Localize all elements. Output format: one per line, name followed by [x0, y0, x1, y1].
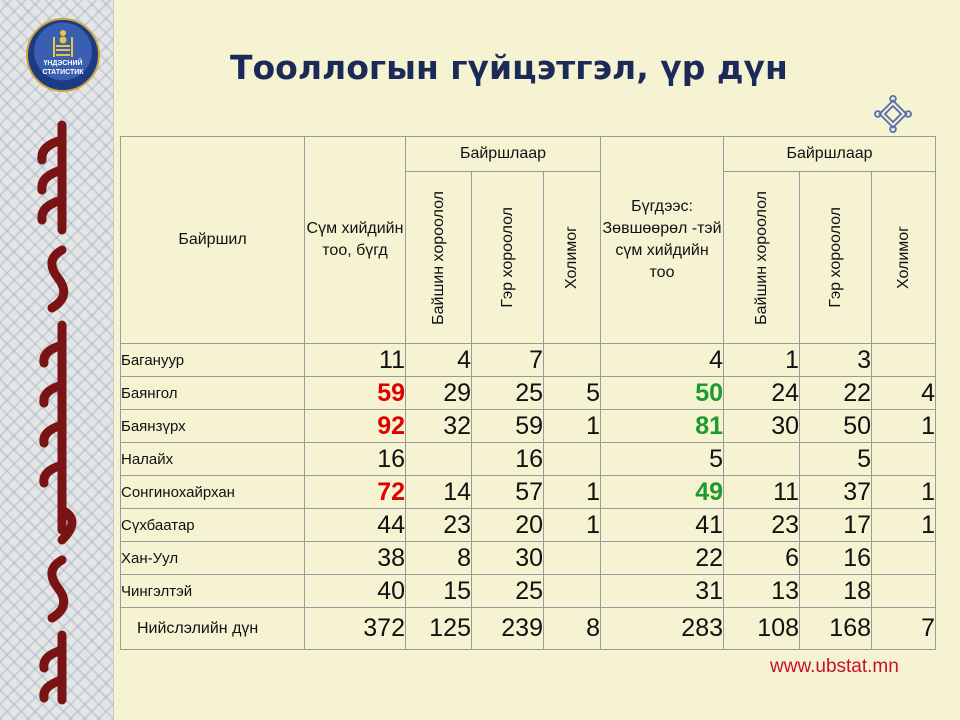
total-cell: 40 [305, 575, 406, 608]
ger-cell: 20 [472, 509, 544, 542]
licensed-ger-cell: 17 [800, 509, 872, 542]
table-row [121, 410, 936, 443]
total-cell: 59 [305, 377, 406, 410]
licensed-mixed-cell: 1 [872, 410, 936, 443]
soyombo-emblem-icon [50, 29, 76, 59]
capital-total-row [121, 608, 936, 650]
mixed-cell [544, 443, 601, 476]
licensed-ger-cell: 22 [800, 377, 872, 410]
mixed-cell [544, 542, 601, 575]
logo-text-line1: ҮНДЭСНИЙ [43, 60, 83, 67]
header-mixed-area-licensed: Холимог [872, 172, 936, 344]
licensed-cell: 5 [601, 443, 724, 476]
mixed-cell: 5 [544, 377, 601, 410]
licensed-cell: 50 [601, 377, 724, 410]
apartment-cell: 4 [406, 344, 472, 377]
licensed-apartment-cell: 11 [724, 476, 800, 509]
licensed-cell: 41 [601, 509, 724, 542]
mixed-cell [544, 575, 601, 608]
total-cell: 72 [305, 476, 406, 509]
licensed-mixed-cell: 4 [872, 377, 936, 410]
licensed-apartment-cell: 13 [724, 575, 800, 608]
apartment-cell: 15 [406, 575, 472, 608]
licensed-mixed-cell [872, 344, 936, 377]
temple-census-table [120, 136, 936, 650]
licensed-apartment-cell: 108 [724, 608, 800, 650]
total-cell: 372 [305, 608, 406, 650]
apartment-cell: 14 [406, 476, 472, 509]
total-cell: 11 [305, 344, 406, 377]
ger-cell: 239 [472, 608, 544, 650]
licensed-apartment-cell: 6 [724, 542, 800, 575]
licensed-ger-cell: 3 [800, 344, 872, 377]
district-name: Сонгинохайрхан [121, 476, 305, 509]
table-row [121, 509, 936, 542]
district-name: Сүхбаатар [121, 509, 305, 542]
table-row [121, 575, 936, 608]
page-title: Тооллогын гүйцэтгэл, үр дүн [230, 48, 788, 87]
licensed-mixed-cell [872, 443, 936, 476]
header-apartment-area: Байшин хороолол [406, 172, 472, 344]
licensed-cell: 283 [601, 608, 724, 650]
licensed-ger-cell: 18 [800, 575, 872, 608]
header-total-temples: Сүм хийдийн тоо, бүгд [305, 137, 406, 344]
district-name: Баянзүрх [121, 410, 305, 443]
website-link[interactable]: www.ubstat.mn [770, 656, 899, 677]
apartment-cell: 23 [406, 509, 472, 542]
table-row [121, 443, 936, 476]
header-location: Байршил [121, 137, 305, 344]
header-mixed-area: Холимог [544, 172, 601, 344]
header-by-location-licensed: Байршлаар [724, 137, 936, 172]
header-ger-area: Гэр хороолол [472, 172, 544, 344]
district-name: Чингэлтэй [121, 575, 305, 608]
licensed-cell: 4 [601, 344, 724, 377]
table-row [121, 476, 936, 509]
licensed-ger-cell: 16 [800, 542, 872, 575]
mixed-cell: 1 [544, 410, 601, 443]
logo-text-line2: СТАТИСТИК [42, 69, 84, 76]
mixed-cell: 1 [544, 509, 601, 542]
licensed-ger-cell: 37 [800, 476, 872, 509]
table-row [121, 377, 936, 410]
district-name: Налайх [121, 443, 305, 476]
licensed-cell: 49 [601, 476, 724, 509]
apartment-cell: 8 [406, 542, 472, 575]
district-name: Баянгол [121, 377, 305, 410]
header-by-location: Байршлаар [406, 137, 601, 172]
licensed-ger-cell: 168 [800, 608, 872, 650]
mongolian-script-decoration [22, 110, 102, 710]
ger-cell: 7 [472, 344, 544, 377]
table-row [121, 542, 936, 575]
header-licensed-temples: Бүгдээс: Зөвшөөрөл -тэй сүм хийдийн тоо [601, 137, 724, 344]
licensed-mixed-cell [872, 575, 936, 608]
apartment-cell: 32 [406, 410, 472, 443]
licensed-mixed-cell: 7 [872, 608, 936, 650]
apartment-cell: 125 [406, 608, 472, 650]
table-row [121, 344, 936, 377]
licensed-ger-cell: 5 [800, 443, 872, 476]
ger-cell: 57 [472, 476, 544, 509]
licensed-apartment-cell: 30 [724, 410, 800, 443]
licensed-mixed-cell [872, 542, 936, 575]
licensed-cell: 31 [601, 575, 724, 608]
ger-cell: 25 [472, 575, 544, 608]
total-cell: 38 [305, 542, 406, 575]
licensed-cell: 22 [601, 542, 724, 575]
district-name: Хан-Уул [121, 542, 305, 575]
header-apartment-area-licensed: Байшин хороолол [724, 172, 800, 344]
apartment-cell: 29 [406, 377, 472, 410]
endless-knot-icon [874, 95, 912, 133]
apartment-cell [406, 443, 472, 476]
licensed-mixed-cell: 1 [872, 476, 936, 509]
ger-cell: 59 [472, 410, 544, 443]
ger-cell: 30 [472, 542, 544, 575]
licensed-mixed-cell: 1 [872, 509, 936, 542]
mixed-cell [544, 344, 601, 377]
licensed-ger-cell: 50 [800, 410, 872, 443]
ger-cell: 25 [472, 377, 544, 410]
total-cell: 92 [305, 410, 406, 443]
statistics-office-logo [26, 18, 100, 92]
licensed-apartment-cell: 24 [724, 377, 800, 410]
mixed-cell: 1 [544, 476, 601, 509]
total-cell: 16 [305, 443, 406, 476]
ornamental-side-strip [0, 0, 114, 720]
licensed-cell: 81 [601, 410, 724, 443]
mixed-cell: 8 [544, 608, 601, 650]
total-cell: 44 [305, 509, 406, 542]
licensed-apartment-cell: 1 [724, 344, 800, 377]
header-ger-area-licensed: Гэр хороолол [800, 172, 872, 344]
capital-total-label: Нийслэлийн дүн [121, 608, 305, 650]
licensed-apartment-cell: 23 [724, 509, 800, 542]
district-name: Багануур [121, 344, 305, 377]
licensed-apartment-cell [724, 443, 800, 476]
ger-cell: 16 [472, 443, 544, 476]
